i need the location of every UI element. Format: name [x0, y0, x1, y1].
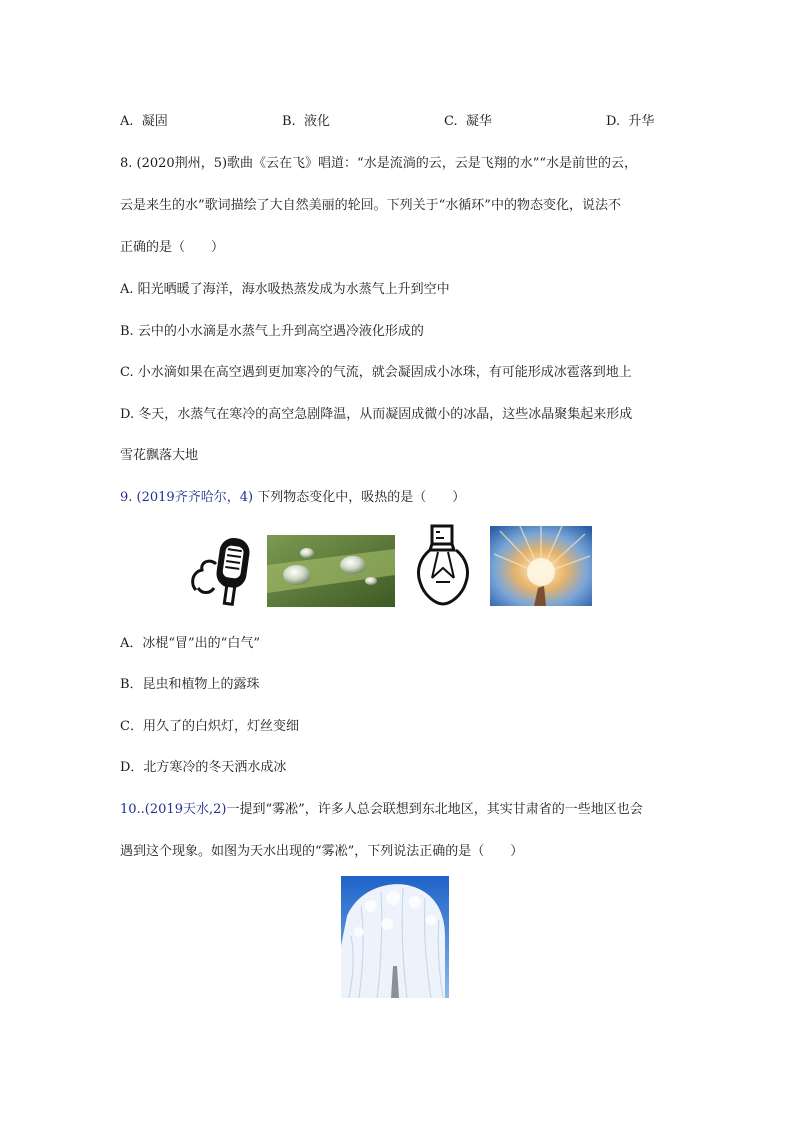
q10-source: 10..(2019天水,2) — [120, 802, 227, 817]
q9-source: (2019齐齐哈尔，4) — [136, 490, 254, 505]
rime-tree-image — [341, 876, 449, 998]
q8-stem-line-2: 云是来生的水”歌词描绘了大自然美丽的轮回。下列关于“水循环”中的物态变化，说法不 — [120, 198, 621, 213]
q8-stem-line-1: 8. (2020荆州，5)歌曲《云在飞》唱道：“水是流淌的云，云是飞翔的水”“水是前世的云， — [120, 156, 637, 171]
q7-option-b: B. 液化 — [282, 114, 330, 129]
light-bulb-icon — [414, 524, 472, 608]
q7-option-c: C. 凝华 — [444, 114, 492, 129]
q8-stem-line-3: 正确的是（ ） — [120, 240, 225, 255]
popsicle-icon — [188, 528, 260, 608]
q8-option-d: D. 冬天，水蒸气在寒冷的高空急剧降温，从而凝固成微小的冰晶，这些冰晶聚集起来形成 — [120, 407, 633, 422]
sky-water-throw-image — [490, 526, 592, 606]
q7-option-d: D. 升华 — [606, 114, 655, 129]
q9-option-d: D．北方寒冷的冬天洒水成冰 — [120, 760, 287, 775]
q10-stem-line-2: 遇到这个现象。如图为天水出现的“雾凇”，下列说法正确的是（ ） — [120, 844, 524, 859]
q8-option-b: B. 云中的小水滴是水蒸气上升到高空遇冷液化形成的 — [120, 324, 424, 339]
q9-stem: 9. (2019齐齐哈尔，4) 下列物态变化中，吸热的是（ ） — [120, 490, 466, 505]
q8-option-d-cont: 雪花飘落大地 — [120, 448, 199, 463]
q9-number: 9. — [120, 490, 133, 505]
q7-option-a: A. 凝固 — [120, 114, 168, 129]
q9-option-c: C．用久了的白炽灯，灯丝变细 — [120, 719, 299, 734]
q9-option-b: B．昆虫和植物上的露珠 — [120, 677, 260, 692]
q8-option-a: A. 阳光晒暖了海洋，海水吸热蒸发成为水蒸气上升到空中 — [120, 282, 450, 297]
q8-option-c: C. 小水滴如果在高空遇到更加寒冷的气流，就会凝固成小冰珠，有可能形成冰雹落到地上 — [120, 365, 632, 380]
q9-option-a: A．冰棍“冒”出的“白气” — [120, 636, 260, 651]
leaf-dew-image — [267, 535, 395, 607]
q10-stem-line-1: 10..(2019天水,2)一提到“雾凇”，许多人总会联想到东北地区，其实甘肃省的一些地区也会 — [120, 802, 643, 817]
